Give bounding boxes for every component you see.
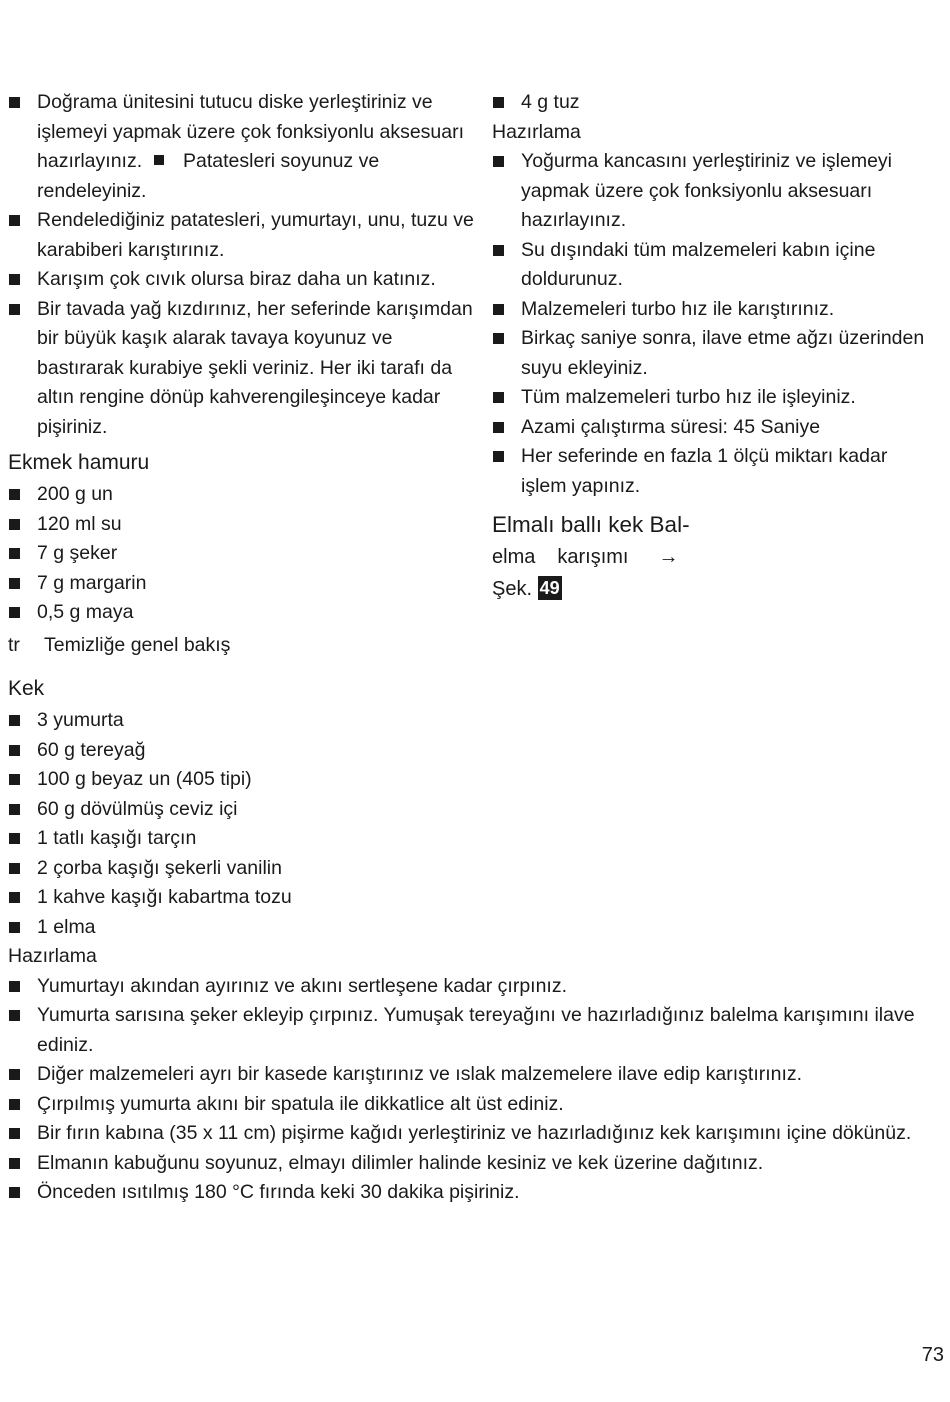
list-item [8, 1149, 938, 1179]
list-item [8, 765, 938, 795]
page-number: 73 [921, 1344, 944, 1366]
list-item [8, 539, 478, 569]
square-bullet-icon [9, 1158, 20, 1169]
dough-heading: Ekmek hamuru [8, 451, 150, 474]
list-item [8, 569, 478, 599]
list-item [492, 383, 932, 413]
step-text: Yumurta sarısına şeker ekleyip çırpınız. Yumuşak tereyağını ve hazırladığınız balelma karışımını ilave ediniz. [37, 1004, 915, 1056]
square-bullet-icon [9, 607, 20, 618]
list-item [8, 972, 938, 1002]
square-bullet-icon [9, 519, 20, 530]
list-item [8, 1119, 938, 1149]
arrow-right-icon: → [658, 546, 679, 568]
step-text: Birkaç saniye sonra, ilave etme ağzı üzerinden suyu ekleyiniz. [521, 327, 925, 379]
step-text: Rendelediğiniz patatesleri, yumurtayı, unu, tuzu ve karabiberi karıştırınız. [37, 209, 474, 261]
figure-number-badge: 49 [539, 578, 560, 598]
square-bullet-icon [9, 1069, 20, 1080]
square-bullet-icon [9, 804, 20, 815]
list-item [8, 854, 938, 884]
step-text: Diğer malzemeleri ayrı bir kasede karıştırınız ve ıslak malzemelere ilave edip karıştırınız. [37, 1063, 803, 1085]
square-bullet-icon [493, 156, 504, 167]
ingredient-text: 1 elma [37, 915, 96, 938]
right-column [492, 88, 932, 605]
language-code: tr [8, 633, 20, 656]
square-bullet-icon [9, 274, 20, 285]
square-bullet-icon [9, 892, 20, 903]
list-item [8, 883, 938, 913]
square-bullet-icon [9, 548, 20, 559]
reference-word: karışımı [557, 546, 629, 568]
square-bullet-icon [9, 774, 20, 785]
step-text: Azami çalıştırma süresi: 45 Saniye [521, 415, 821, 438]
square-bullet-icon [9, 1010, 20, 1021]
step-text: Tüm malzemeleri turbo hız ile işleyiniz. [521, 386, 856, 408]
ingredient-text: 3 yumurta [37, 709, 124, 731]
step-text: Bir fırın kabına (35 x 11 cm) pişirme kağıdı yerleştiriniz ve hazırladığınız kek karışımını içine dökünüz. [37, 1122, 912, 1144]
square-bullet-icon [493, 392, 504, 403]
square-bullet-icon [9, 715, 20, 726]
step-text: Yumurtayı akından ayırınız ve akını sertleşene kadar çırpınız. [37, 974, 568, 997]
square-bullet-icon [9, 1099, 20, 1110]
square-bullet-icon [493, 304, 504, 315]
square-bullet-icon [154, 155, 164, 165]
list-item [8, 795, 938, 825]
square-bullet-icon [9, 1187, 20, 1198]
list-item [492, 147, 932, 236]
step-text: Malzemeleri turbo hız ile karıştırınız. [521, 297, 835, 320]
step-text: Su dışındaki tüm malzemeleri kabın içine doldurunuz. [521, 238, 876, 290]
ingredient-text: 1 kahve kaşığı kabartma tozu [37, 886, 292, 908]
list-item [492, 413, 932, 443]
step-text: Doğrama ünitesini tutucu diske yerleştiriniz ve işlemeyi yapmak üzere çok fonksiyonlu aksesuarı hazırlayınız. [37, 91, 465, 172]
left-column [8, 88, 478, 660]
step-text: Her seferinde en fazla 1 ölçü miktarı kadar işlem yapınız. [521, 445, 888, 497]
potato-steps-list [8, 88, 478, 442]
list-item [8, 1060, 938, 1090]
ingredient-text: 7 g margarin [37, 571, 147, 594]
ingredient-text: 0,5 g maya [37, 601, 134, 623]
list-item [8, 480, 478, 510]
preparation-heading: Hazırlama [492, 120, 581, 143]
ingredient-text: 4 g tuz [521, 91, 580, 113]
ingredient-text: 60 g tereyağ [37, 738, 146, 761]
list-item [8, 1001, 938, 1060]
ingredient-text: 200 g un [37, 483, 113, 505]
step-text: Yoğurma kancasını yerleştiriniz ve işlemeyi yapmak üzere çok fonksiyonlu aksesuarı hazırlayınız. [521, 150, 893, 231]
step-text: Patatesleri soyunuz ve rendeleyiniz. [37, 150, 380, 202]
list-item [492, 442, 932, 501]
list-item [8, 88, 478, 206]
step-text: Önceden ısıtılmış 180 °C fırında keki 30 dakika pişiriniz. [37, 1181, 520, 1203]
square-bullet-icon [9, 578, 20, 589]
square-bullet-icon [9, 304, 20, 315]
square-bullet-icon [493, 451, 504, 462]
footer-text: Temizliğe genel bakış [44, 633, 231, 656]
figure-reference [492, 573, 932, 605]
reference-word: elma [492, 546, 536, 568]
cake-heading: Kek [8, 677, 45, 700]
square-bullet-icon [493, 422, 504, 433]
list-item [492, 295, 932, 325]
ingredient-text: 7 g şeker [37, 542, 118, 564]
cake-steps-list [8, 972, 938, 1208]
square-bullet-icon [9, 489, 20, 500]
list-item [8, 824, 938, 854]
square-bullet-icon [9, 215, 20, 226]
list-item [8, 598, 478, 628]
list-item [8, 706, 938, 736]
list-item [492, 236, 932, 295]
ingredient-text: 100 g beyaz un (405 tipi) [37, 768, 252, 790]
list-item [8, 913, 938, 943]
section-footer [8, 630, 478, 660]
ingredient-text: 2 çorba kaşığı şekerli vanilin [37, 856, 282, 879]
list-item [8, 295, 478, 443]
list-item [8, 1178, 938, 1208]
step-text: Elmanın kabuğunu soyunuz, elmayı dilimler halinde kesiniz ve kek üzerine dağıtınız. [37, 1151, 764, 1174]
dough-steps-list [492, 147, 932, 501]
square-bullet-icon [493, 245, 504, 256]
ingredient-text: 120 ml su [37, 512, 122, 535]
square-bullet-icon [9, 981, 20, 992]
list-item [492, 324, 932, 383]
step-text: Çırpılmış yumurta akını bir spatula ile dikkatlice alt üst ediniz. [37, 1092, 564, 1115]
square-bullet-icon [9, 745, 20, 756]
apple-cake-title: Elmalı ballı kek Bal- [492, 512, 690, 537]
cake-section [8, 668, 938, 1208]
square-bullet-icon [493, 333, 504, 344]
preparation-heading: Hazırlama [8, 945, 97, 967]
square-bullet-icon [9, 863, 20, 874]
ingredient-text: 1 tatlı kaşığı tarçın [37, 827, 197, 849]
cake-ingredients-list [8, 706, 938, 942]
square-bullet-icon [9, 1128, 20, 1139]
step-text: Bir tavada yağ kızdırınız, her seferinde karışımdan bir büyük kaşık alarak tavaya koyunuz ve bastırarak kurabiye şekli veriniz. Her iki tarafı da altın rengine dönüp kahverengileşinceye kadar pişiriniz. [37, 297, 473, 438]
list-item [8, 736, 938, 766]
ingredient-text: 60 g dövülmüş ceviz içi [37, 797, 238, 820]
list-item [8, 1090, 938, 1120]
square-bullet-icon [9, 922, 20, 933]
list-item [8, 265, 478, 295]
square-bullet-icon [493, 97, 504, 108]
square-bullet-icon [9, 97, 20, 108]
figure-prefix: Şek. [492, 578, 533, 600]
salt-list [492, 88, 932, 118]
cross-reference-line [492, 541, 932, 573]
list-item [492, 88, 932, 118]
list-item [8, 510, 478, 540]
square-bullet-icon [9, 833, 20, 844]
list-item [8, 206, 478, 265]
dough-ingredients-list [8, 480, 478, 628]
step-text: Karışım çok cıvık olursa biraz daha un katınız. [37, 268, 436, 290]
